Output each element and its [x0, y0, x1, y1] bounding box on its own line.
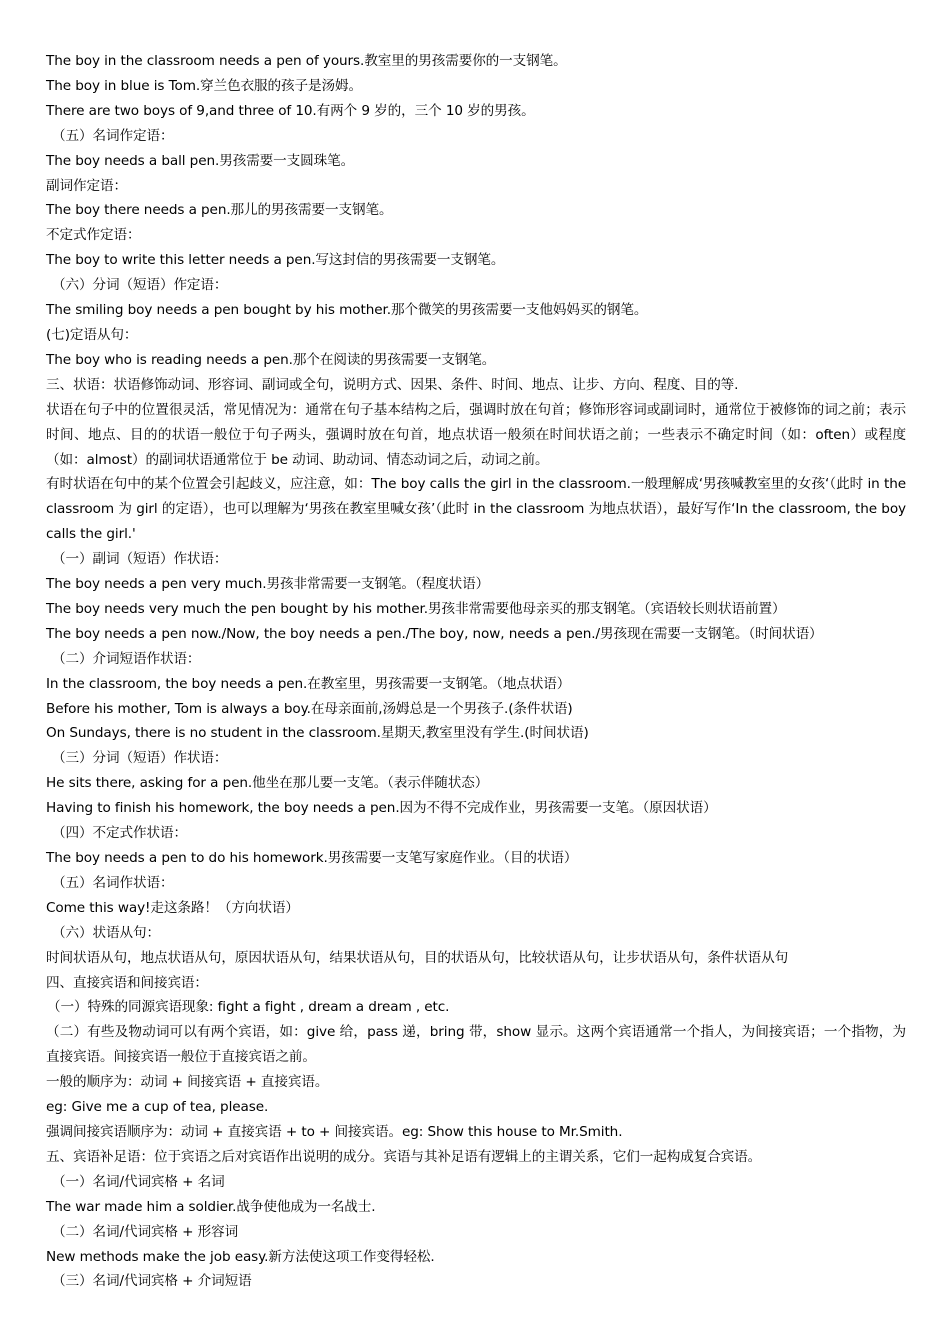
- text-line: 三、状语：状语修饰动词、形容词、副词或全句，说明方式、因果、条件、时间、地点、让步、方向、程度、目的等.: [46, 376, 739, 393]
- text-line: Having to finish his homework, the boy needs a pen.因为不得不完成作业，男孩需要一支笔。（原因状语）: [46, 800, 717, 817]
- text-line: Before his mother, Tom is always a boy.在母亲面前,汤姆总是一个男孩子.(条件状语): [46, 700, 573, 717]
- text-line: 时间状语从句，地点状语从句，原因状语从句，结果状语从句，目的状语从句，比较状语从句，让步状语从句，条件状语从句: [46, 949, 789, 966]
- text-line: 四、直接宾语和间接宾语：: [46, 974, 208, 991]
- text-line: （一）副词（短语）作状语：: [52, 551, 228, 568]
- text-line: The boy needs very much the pen bought by his mother.男孩非常需要他母亲买的那支钢笔。（宾语较长则状语前置）: [46, 600, 786, 617]
- text-line: There are two boys of 9,and three of 10.有两个 9 岁的，三个 10 岁的男孩。: [46, 102, 535, 119]
- text-line: The boy needs a pen very much.男孩非常需要一支钢笔。（程度状语）: [46, 576, 490, 593]
- text-line: （二）介词短语作状语：: [52, 650, 201, 667]
- text-line: 强调间接宾语顺序为：动词 + 直接宾语 + to + 间接宾语。eg: Show this house to Mr.Smith.: [46, 1123, 623, 1140]
- text-line: The boy who is reading needs a pen.那个在阅读的男孩需要一支钢笔。: [46, 351, 496, 368]
- text-line: The smiling boy needs a pen bought by his mother.那个微笑的男孩需要一支他妈妈买的钢笔。: [46, 302, 648, 319]
- text-line: In the classroom, the boy needs a pen.在教室里，男孩需要一支钢笔。（地点状语）: [46, 675, 571, 692]
- text-line: New methods make the job easy.新方法使这项工作变得轻松.: [46, 1248, 435, 1265]
- text-line: eg: Give me a cup of tea, please.: [46, 1099, 269, 1116]
- text-line: The war made him a soldier.战争使他成为一名战士.: [46, 1198, 376, 1215]
- document-body: [46, 49, 906, 1294]
- text-line: The boy there needs a pen.那儿的男孩需要一支钢笔。: [46, 202, 393, 219]
- text-line: 有时状语在句中的某个位置会引起歧义，应注意，如：The boy calls the girl in the classroom.一般理解成‘男孩喊教室里的女孩‘（此时 in the classroom 为 girl 的定语），也可以理解为‘男孩在教室里喊女孩’（此时 in the classroom 为地点状语），最好写作‘In the classroom, the boy calls the girl.': [46, 476, 906, 543]
- text-line: The boy to write this letter needs a pen.写这封信的男孩需要一支钢笔。: [46, 252, 505, 269]
- text-line: （六）分词（短语）作定语：: [52, 277, 228, 294]
- text-line: （一）名词/代词宾格 + 名词: [52, 1173, 225, 1190]
- text-line: The boy needs a pen to do his homework.男孩需要一支笔写家庭作业。（目的状语）: [46, 850, 578, 866]
- text-line: Come this way!走这条路！（方向状语）: [46, 899, 299, 916]
- text-line: （二）有些及物动词可以有两个宾语，如：give 给，pass 递，bring 带，show 显示。这两个宾语通常一个指人，为间接宾语；一个指物，为直接宾语。间接宾语一般位于直接宾语之前。: [46, 1024, 906, 1066]
- text-line: (七)定语从句：: [46, 326, 138, 343]
- text-line: 五、宾语补足语：位于宾语之后对宾语作出说明的成分。宾语与其补足语有逻辑上的主谓关系，它们一起构成复合宾语。: [46, 1148, 762, 1165]
- text-line: （二）名词/代词宾格 + 形容词: [52, 1223, 239, 1240]
- text-line: （五）名词作状语：: [52, 874, 174, 891]
- text-line: 不定式作定语：: [46, 227, 141, 244]
- text-line: The boy in blue is Tom.穿兰色衣服的孩子是汤姆。: [46, 77, 363, 94]
- text-line: （三）分词（短语）作状语：: [52, 750, 228, 767]
- text-line: （六）状语从句：: [52, 924, 160, 941]
- text-line: 一般的顺序为：动词 + 间接宾语 + 直接宾语。: [46, 1074, 329, 1091]
- text-line: 状语在句子中的位置很灵活，常见情况为：通常在句子基本结构之后，强调时放在句首；修饰形容词或副词时，通常位于被修饰的词之前；表示时间、地点、目的的状语一般位于句子两头，强调时放在句首，地点状语一般须在时间状语之前；一些表示不确定时间（如：often）或程度（如：almost）的副词状语通常位于 be 动词、助动词、情态动词之后，动词之前。: [46, 401, 906, 468]
- text-line: On Sundays, there is no student in the classroom.星期天,教室里没有学生.(时间状语): [46, 725, 589, 742]
- text-line: The boy needs a ball pen.男孩需要一支圆珠笔。: [46, 152, 355, 169]
- text-line: （一）特殊的同源宾语现象: fight a fight , dream a dream , etc.: [47, 999, 450, 1016]
- text-line: （三）名词/代词宾格 + 介词短语: [52, 1273, 252, 1290]
- text-line: The boy needs a pen now./Now, the boy needs a pen./The boy, now, needs a pen./男孩现在需要一支钢笔。（时间状语）: [46, 625, 823, 642]
- text-line: （五）名词作定语：: [52, 127, 174, 144]
- text-line: The boy in the classroom needs a pen of yours.教室里的男孩需要你的一支钢笔。: [46, 53, 567, 69]
- text-line: （四）不定式作状语：: [52, 825, 187, 842]
- text-line: 副词作定语：: [46, 177, 127, 194]
- text-line: He sits there, asking for a pen.他坐在那儿要一支笔。（表示伴随状态）: [46, 775, 489, 792]
